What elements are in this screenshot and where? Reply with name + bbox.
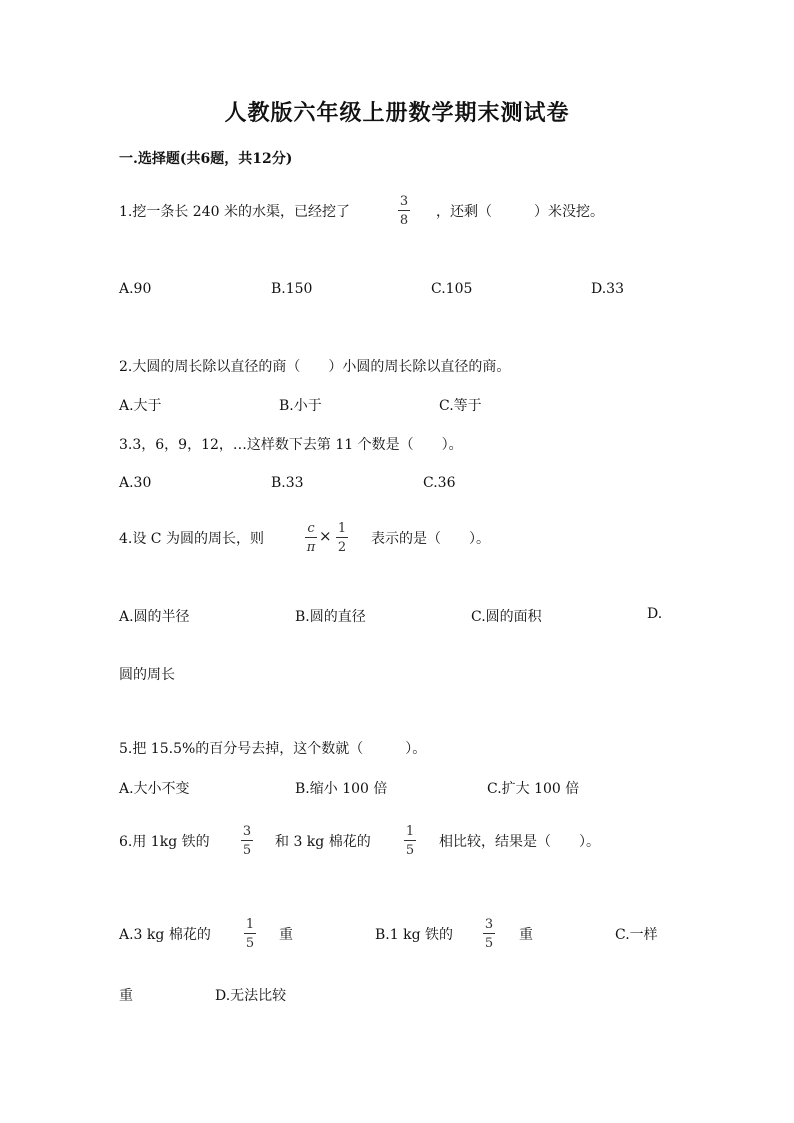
question-6-option-d[interactable]: D.无法比较 bbox=[215, 988, 287, 1004]
question-6-option-b[interactable]: B.1 kg 铁的 bbox=[375, 927, 453, 943]
section-heading: 一.选择题(共6题，共12分) bbox=[119, 151, 293, 167]
question-2-option-b[interactable]: B.小于 bbox=[279, 398, 322, 414]
question-6-option-c-continued[interactable]: 重 bbox=[119, 988, 133, 1004]
question-3-option-c[interactable]: C.36 bbox=[423, 475, 456, 491]
question-1-option-c[interactable]: C.105 bbox=[431, 281, 473, 297]
question-4-text-start: 4.设 C 为圆的周长，则 bbox=[119, 531, 264, 547]
question-4-fraction-c-over-pi bbox=[305, 522, 317, 554]
question-2-text: 2.大圆的周长除以直径的商（ ）小圆的周长除以直径的商。 bbox=[119, 359, 511, 375]
question-6-option-a-fraction bbox=[244, 918, 256, 950]
question-3-option-a[interactable]: A.30 bbox=[119, 475, 152, 491]
page-title: 人教版六年级上册数学期末测试卷 bbox=[224, 100, 570, 126]
question-6-text-middle: 和 3 kg 棉花的 bbox=[275, 834, 371, 850]
question-4-option-b[interactable]: B.圆的直径 bbox=[295, 609, 366, 625]
question-1-text-start: 1.挖一条长 240 米的水渠，已经挖了 bbox=[119, 204, 350, 220]
question-5-text: 5.把 15.5%的百分号去掉，这个数就（ ）。 bbox=[119, 741, 427, 757]
fraction-denominator: π bbox=[306, 540, 316, 555]
fraction-numerator: 3 bbox=[242, 824, 252, 839]
question-2-option-a[interactable]: A.大于 bbox=[119, 398, 162, 414]
question-4-option-d-continued[interactable]: 圆的周长 bbox=[119, 667, 175, 683]
fraction-denominator: 2 bbox=[337, 540, 347, 555]
question-5-option-a[interactable]: A.大小不变 bbox=[119, 781, 190, 797]
question-1-option-a[interactable]: A.90 bbox=[119, 281, 152, 297]
multiply-sign: × bbox=[319, 527, 332, 545]
question-4-option-d[interactable]: D. bbox=[647, 606, 663, 622]
fraction-denominator: 8 bbox=[399, 213, 409, 228]
question-6-fraction-cotton bbox=[404, 825, 416, 857]
question-4-option-c[interactable]: C.圆的面积 bbox=[471, 609, 542, 625]
question-6-fraction-iron bbox=[241, 825, 253, 857]
question-6-option-a[interactable]: A.3 kg 棉花的 bbox=[119, 927, 211, 943]
question-4-fraction-half bbox=[336, 522, 348, 554]
question-5-option-b[interactable]: B.缩小 100 倍 bbox=[295, 781, 388, 797]
question-6-option-a-end[interactable]: 重 bbox=[279, 927, 293, 943]
question-1-option-b[interactable]: B.150 bbox=[271, 281, 313, 297]
question-6-option-b-end[interactable]: 重 bbox=[519, 927, 533, 943]
fraction-numerator: 3 bbox=[399, 194, 409, 209]
question-6-option-b-fraction bbox=[483, 918, 495, 950]
question-6-option-c[interactable]: C.一样 bbox=[615, 927, 658, 943]
fraction-numerator: 1 bbox=[245, 917, 255, 932]
question-1-option-d[interactable]: D.33 bbox=[591, 281, 624, 297]
question-3-option-b[interactable]: B.33 bbox=[271, 475, 304, 491]
question-5-option-c[interactable]: C.扩大 100 倍 bbox=[487, 781, 580, 797]
question-1-text-end: ，还剩（ ）米没挖。 bbox=[436, 204, 604, 220]
fraction-denominator: 5 bbox=[405, 843, 415, 858]
fraction-numerator: 1 bbox=[405, 824, 415, 839]
question-6-text-start: 6.用 1kg 铁的 bbox=[119, 834, 210, 850]
question-4-option-a[interactable]: A.圆的半径 bbox=[119, 609, 190, 625]
question-1-fraction bbox=[398, 195, 410, 227]
question-2-option-c[interactable]: C.等于 bbox=[439, 398, 482, 414]
fraction-numerator: 3 bbox=[484, 917, 494, 932]
fraction-denominator: 5 bbox=[245, 936, 255, 951]
fraction-numerator: 1 bbox=[337, 521, 347, 536]
fraction-denominator: 5 bbox=[484, 936, 494, 951]
question-6-text-end: 相比较，结果是（ ）。 bbox=[439, 834, 600, 850]
fraction-numerator: c bbox=[307, 521, 315, 536]
question-4-text-end: 表示的是（ ）。 bbox=[371, 531, 490, 547]
question-3-text: 3.3，6，9，12，…这样数下去第 11 个数是（ ）。 bbox=[119, 437, 463, 453]
fraction-denominator: 5 bbox=[242, 843, 252, 858]
